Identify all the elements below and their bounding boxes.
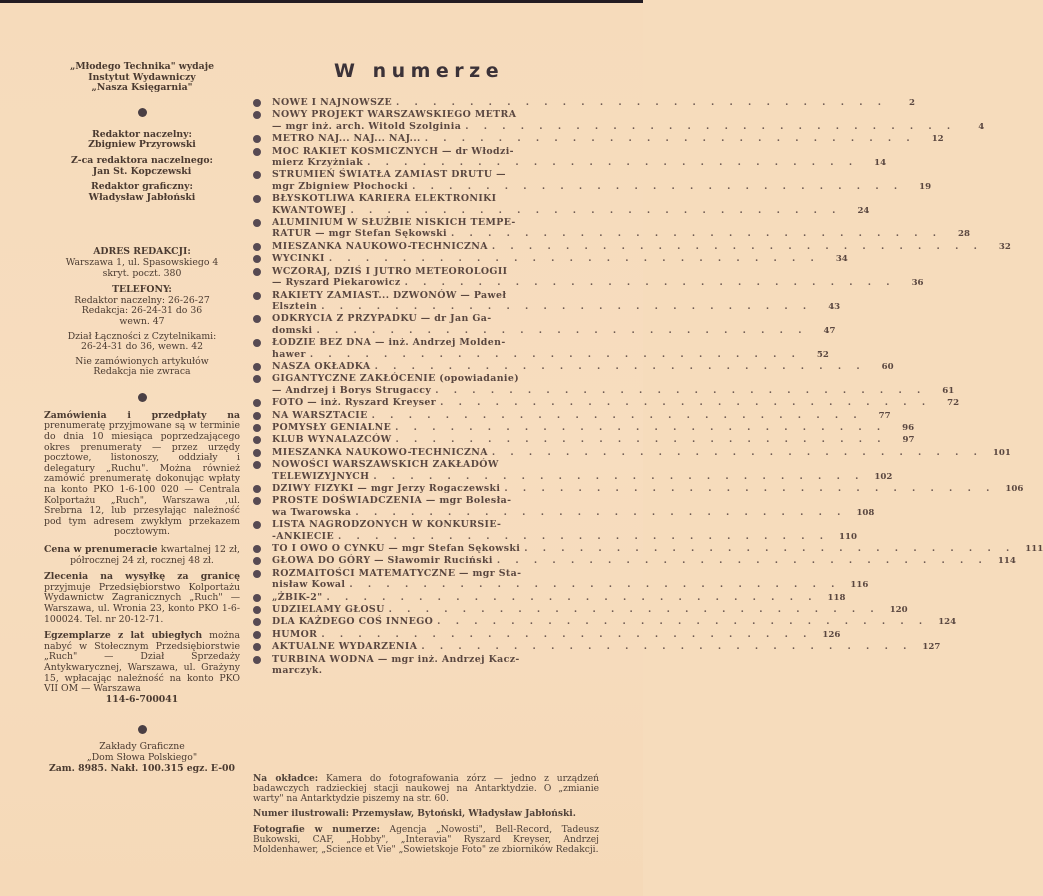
- bullet-icon: [253, 436, 261, 444]
- dot-leader: . . . . . . . . . . . . . . . . . . . . . . . . . . .: [440, 397, 932, 409]
- bullet-icon: [253, 399, 261, 407]
- toc-entry-title: NASZA OKŁADKA: [272, 360, 371, 372]
- editor-label: Redaktor naczelny:: [91, 128, 192, 140]
- toc-entry-title: — Andrzej i Borys Strugaccy: [272, 384, 432, 396]
- bullet-icon: [253, 618, 261, 626]
- toc-entry-title: MOC RAKIET KOSMICZNYCH — dr Włodzi-: [272, 145, 514, 157]
- dot-leader: . . . . . . . . . . . . . . . . . . . . . . . . . . .: [349, 579, 841, 591]
- bullet-icon: [253, 656, 261, 664]
- toc-entry-title: „ŻBIK-2": [272, 591, 323, 603]
- dot-leader: . . . . . . . . . . . . . . . . . . . . . . . . . . .: [424, 133, 916, 145]
- dot-leader: . . . . . . . . . . . . . . . . . . . . . . . . . . .: [421, 641, 913, 653]
- toc-page-number: 111: [1025, 544, 1043, 555]
- back-issues-account: 114-6-700041: [105, 693, 179, 705]
- table-of-contents: [253, 97, 1043, 677]
- dot-leader: . . . . . . . . . . . . . . . . . . . . . . . . . . .: [435, 384, 927, 396]
- toc-entry: [253, 654, 595, 677]
- toc-page-number: 97: [902, 435, 915, 446]
- toc-page-number: 120: [889, 605, 908, 616]
- toc-entry-title: UDZIELAMY GŁOSU: [272, 604, 385, 616]
- toc-entry: [253, 641, 941, 653]
- toc-entry-title: NA WARSZTACIE: [272, 409, 368, 421]
- dot-leader: . . . . . . . . . . . . . . . . . . . . . . . . . . .: [316, 324, 808, 336]
- toc-entry-title: ODKRYCIA Z PRZYPADKU — dr Jan Ga-: [272, 313, 492, 325]
- graphic-name: Władysław Jabłoński: [88, 191, 196, 203]
- toc-entry-title: PROSTE DOŚWIADCZENIA — mgr Bolesła-: [272, 495, 512, 507]
- dot-leader: . . . . . . . . . . . . . . . . . . . . . . . . . . .: [491, 240, 983, 252]
- abroad-info: [44, 572, 240, 625]
- subscription-info: [44, 411, 240, 538]
- bullet-icon: [253, 412, 261, 420]
- toc-entry: [253, 591, 846, 604]
- toc-entry-title: hawer: [272, 348, 306, 360]
- toc-page-number: 126: [822, 629, 841, 640]
- toc-page-number: 72: [947, 398, 960, 409]
- toc-entry: [253, 434, 915, 446]
- dot-leader: . . . . . . . . . . . . . . . . . . . . . . . . . . .: [373, 470, 865, 482]
- toc-page-number: 108: [856, 507, 875, 518]
- separator-dot: [138, 393, 147, 402]
- subscription-lead: Zamówienia i przedpłaty na: [44, 409, 240, 421]
- toc-entry: [253, 459, 893, 483]
- bullet-icon: [253, 195, 261, 203]
- illustrators-label: Numer ilustrowali:: [253, 808, 349, 820]
- bullet-icon: [253, 521, 261, 529]
- dot-leader: . . . . . . . . . . . . . . . . . . . . . . . . . . .: [338, 530, 829, 542]
- dot-leader: . . . . . . . . . . . . . . . . . . . . . . . . . . .: [326, 591, 818, 603]
- toc-page-number: 28: [958, 229, 971, 240]
- bullet-icon: [253, 135, 261, 143]
- bullet-icon: [253, 315, 261, 323]
- toc-entry-title: FOTO — inż. Ryszard Kreyser: [272, 397, 437, 409]
- toc-entry-title: RAKIETY ZAMIAST... DZWONÓW — Paweł: [272, 289, 507, 301]
- toc-entry-title: TELEWIZYJNYCH: [272, 470, 370, 482]
- colophon: [44, 62, 240, 774]
- toc-page-number: 127: [922, 642, 941, 653]
- contact-line: 26-24-31 do 36, wewn. 42: [80, 341, 204, 353]
- toc-entry-title: RATUR — mgr Stefan Sękowski: [272, 228, 448, 240]
- dot-leader: . . . . . . . . . . . . . . . . . . . . . . . . . . .: [355, 506, 847, 518]
- toc-entry: [253, 483, 1024, 495]
- bullet-icon: [253, 292, 261, 300]
- toc-entry: [253, 240, 1011, 253]
- toc-entry-title: NOWOŚCI WARSZAWSKICH ZAKŁADÓW: [272, 459, 499, 471]
- toc-entry-title: MIESZANKA NAUKOWO-TECHNICZNA: [272, 240, 488, 252]
- toc-entry: [253, 446, 1011, 459]
- toc-entry: [253, 543, 1043, 555]
- bullet-icon: [253, 148, 261, 156]
- price-text: kwartalnej 12 zł, półrocznej 24 zł, rocznej 48 zł.: [70, 544, 240, 566]
- toc-entry-title: STRUMIEŃ ŚWIATŁA ZAMIAST DRUTU —: [272, 169, 506, 181]
- bullet-icon: [253, 449, 261, 457]
- photos-label: Fotografie w numerze:: [253, 824, 380, 836]
- dot-leader: . . . . . . . . . . . . . . . . . . . . . . . . . . .: [395, 421, 887, 433]
- toc-entry-title: WCZORAJ, DZIŚ I JUTRO METEOROLOGII: [272, 265, 508, 277]
- dot-leader: . . . . . . . . . . . . . . . . . . . . . . . . . . .: [524, 543, 1016, 555]
- toc-entry: [253, 616, 957, 628]
- dot-leader: . . . . . . . . . . . . . . . . . . . . . . . . . . .: [321, 628, 813, 640]
- address-block: [44, 247, 240, 378]
- toc-page-number: 43: [828, 301, 841, 312]
- toc-page-number: 19: [919, 181, 932, 192]
- separator-dot: [138, 108, 147, 117]
- toc-entry: [253, 97, 916, 109]
- dot-leader: . . . . . . . . . . . . . . . . . . . . . . . . . . .: [412, 180, 904, 192]
- bullet-icon: [253, 424, 261, 432]
- toc-entry-title: domski: [272, 324, 313, 336]
- address-line: skryt. poczt. 380: [102, 267, 182, 279]
- printer-line: „Dom Słowa Polskiego": [86, 751, 198, 763]
- toc-entry: [253, 519, 857, 543]
- bullet-icon: [253, 171, 261, 179]
- phone-line: Redakcja: 26-24-31 do 36: [81, 305, 203, 317]
- dot-leader: . . . . . . . . . . . . . . . . . . . . . . . . . . .: [367, 157, 859, 169]
- bullet-icon: [253, 219, 261, 227]
- publisher-info: [44, 62, 240, 94]
- toc-entry-title: ALUMINIUM W SŁUŻBIE NISKICH TEMPE-: [272, 217, 516, 229]
- toc-entry-title: DLA KAŻDEGO COŚ INNEGO: [272, 616, 434, 628]
- toc-entry: [253, 109, 985, 133]
- toc-entry-title: NOWE I NAJNOWSZE: [272, 97, 393, 108]
- bullet-icon: [253, 606, 261, 614]
- dot-leader: . . . . . . . . . . . . . . . . . . . . . . . . . . .: [374, 360, 866, 372]
- dot-leader: . . . . . . . . . . . . . . . . . . . . . . . . . . .: [328, 253, 820, 265]
- photos-note: [253, 825, 599, 855]
- dot-leader: . . . . . . . . . . . . . . . . . . . . . . . . . . .: [491, 446, 983, 458]
- contents-title: W numerze: [334, 60, 505, 82]
- printer-info: [44, 742, 240, 774]
- toc-page-number: 102: [874, 471, 893, 482]
- toc-page-number: 96: [902, 422, 915, 433]
- toc-page-number: 47: [823, 325, 836, 336]
- publisher-line: „Nasza Księgarnia": [91, 82, 193, 94]
- toc-entry: [253, 567, 869, 592]
- dot-leader: . . . . . . . . . . . . . . . . . . . . . . . . . . .: [396, 97, 888, 108]
- dot-leader: . . . . . . . . . . . . . . . . . . . . . . . . . . .: [309, 348, 801, 360]
- toc-page-number: 12: [931, 134, 944, 145]
- toc-page-number: 124: [938, 617, 957, 628]
- toc-page-number: 118: [827, 592, 846, 603]
- return-note: Nie zamówionych artykułów: [75, 355, 209, 367]
- toc-entry-title: — Ryszard Piekarowicz: [272, 277, 401, 289]
- toc-entry: [253, 313, 836, 337]
- toc-entry-title: LISTA NAGRODZONYCH W KONKURSIE-: [272, 519, 502, 531]
- dot-leader: . . . . . . . . . . . . . . . . . . . . . . . . . . .: [451, 228, 943, 240]
- toc-page-number: 61: [942, 385, 955, 396]
- toc-entry: [253, 169, 932, 193]
- bullet-icon: [253, 363, 261, 371]
- abroad-lead: Zlecenia na wysyłkę za granicę: [44, 571, 240, 583]
- toc-entry-title: ROZMAITOŚCI MATEMATYCZNE — mgr Sta-: [272, 567, 522, 579]
- dot-leader: . . . . . . . . . . . . . . . . . . . . . . . . . . .: [496, 555, 988, 567]
- toc-entry: [253, 373, 955, 397]
- bullet-icon: [253, 545, 261, 553]
- toc-page-number: 101: [992, 447, 1011, 458]
- cover-label: Na okładce:: [253, 773, 319, 784]
- issue-notes: [253, 774, 599, 861]
- printer-line: Zam. 8985. Nakł. 100.315 egz. E-00: [49, 762, 235, 774]
- abroad-text: przyjmuje Przedsiębiorstwo Kolportażu Wydawnictw Zagranicznych „Ruch" — Warszawa, ul. Wronia 23, konto PKO 1-6-100024. Tel. nr 20-12-71.: [44, 581, 240, 625]
- bullet-icon: [253, 255, 261, 263]
- toc-page-number: 36: [911, 278, 924, 289]
- illustrators-text: Przemysław, Bytoński, Władysław Jabłoński.: [351, 808, 576, 820]
- deputy-label: Z-ca redaktora naczelnego:: [71, 154, 213, 166]
- toc-entry-title: BŁYSKOTLIWA KARIERA ELEKTRONIKI: [272, 193, 497, 205]
- toc-page-number: 114: [997, 556, 1016, 567]
- bullet-icon: [253, 111, 261, 119]
- return-note: Redakcja nie zwraca: [93, 366, 191, 378]
- toc-entry-title: mierz Krzyżniak: [272, 157, 364, 169]
- price-lead: Cena w prenumeracie: [44, 544, 158, 555]
- toc-entry: [253, 397, 960, 409]
- toc-entry-title: KWANTOWEJ: [272, 204, 347, 216]
- editorial-staff: [44, 130, 240, 204]
- address-label: ADRES REDAKCJI:: [93, 246, 191, 258]
- dot-leader: . . . . . . . . . . . . . . . . . . . . . . . . . . .: [404, 277, 896, 289]
- back-issues-lead: Egzemplarze z lat ubiegłych: [44, 630, 203, 642]
- dot-leader: . . . . . . . . . . . . . . . . . . . . . . . . . . .: [504, 483, 996, 494]
- bullet-icon: [253, 557, 261, 565]
- dot-leader: . . . . . . . . . . . . . . . . . . . . . . . . . . .: [465, 120, 957, 132]
- address-line: Warszawa 1, ul. Spasowskiego 4: [65, 256, 219, 268]
- toc-entry: [253, 555, 1016, 567]
- toc-entry: [253, 289, 841, 314]
- graphic-label: Redaktor graficzny:: [91, 181, 193, 193]
- bullet-icon: [253, 268, 261, 276]
- bullet-icon: [253, 643, 261, 651]
- toc-entry-title: GŁOWA DO GÓRY — Sławomir Ruciński: [272, 555, 493, 567]
- dot-leader: . . . . . . . . . . . . . . . . . . . . . . . . . . .: [350, 204, 842, 216]
- toc-entry: [253, 133, 944, 145]
- separator-dot: [138, 725, 147, 734]
- toc-entry-title: marczyk.: [272, 665, 323, 677]
- deputy-name: Jan St. Kopczewski: [92, 165, 192, 177]
- toc-entry: [253, 628, 841, 641]
- photos-text: Agencja „Nowosti", Bell-Record, Tadeusz Bukowski, CAF, „Hobby", „Interavia" Ryszard Kreyser, Andrzej Moldenhawer, „Science et Vie" „Sowietskoje Foto" ze zbiorników Redakcji.: [253, 825, 599, 855]
- toc-entry: [253, 253, 848, 265]
- toc-entry: [253, 145, 887, 170]
- dot-leader: . . . . . . . . . . . . . . . . . . . . . . . . . . .: [371, 409, 863, 421]
- toc-entry-title: GIGANTYCZNE ZAKŁÓCENIE (opowiadanie): [272, 373, 520, 385]
- toc-entry-title: HUMOR: [272, 628, 318, 640]
- toc-page-number: 77: [878, 410, 891, 421]
- toc-entry-title: Elsztein: [272, 300, 318, 312]
- toc-page-number: 4: [978, 121, 985, 132]
- illustrators-note: [253, 809, 599, 820]
- toc-page-number: 60: [881, 361, 894, 372]
- bullet-icon: [253, 99, 261, 107]
- back-issues-text: można nabyć w Stołecznym Przedsiębiorstwie „Ruch" — Dział Sprzedaży Antykwarycznej, Warszawa, ul. Grażyny 15, wpłacając należność na konto PKO VII OM — Warszawa: [44, 630, 240, 695]
- toc-entry-title: -ANKIECIE: [272, 530, 335, 542]
- toc-entry-title: POMYSŁY GENIALNE: [272, 421, 392, 433]
- toc-entry-title: TURBINA WODNA — mgr inż. Andrzej Kacz-: [272, 653, 520, 665]
- contact-line: Dział Łączności z Czytelnikami:: [67, 330, 217, 342]
- toc-entry: [253, 421, 915, 434]
- printer-line: Zakłady Graficzne: [99, 741, 185, 753]
- back-issues-info: [44, 631, 240, 695]
- publisher-line: „Młodego Technika" wydaje: [69, 61, 214, 72]
- bullet-icon: [253, 461, 261, 469]
- toc-page-number: 24: [857, 205, 870, 216]
- dot-leader: . . . . . . . . . . . . . . . . . . . . . . . . . . .: [437, 616, 929, 628]
- toc-entry: [253, 217, 971, 241]
- toc-entry-title: MIESZANKA NAUKOWO-TECHNICZNA: [272, 446, 488, 458]
- subscription-text: prenumeratę przyjmowane są w terminie do dnia 10 miesiąca poprzedzającego okres prenumeraty — przez urzędy pocztowe, listonoszy, oddziały i delegatury „Ruchu". Można również zamówić prenumeratę dokonując wpłaty na konto PKO 1-6-100 020 — Centrala Kolportażu „Ruch", Warszawa ,ul. Srebrna 12, lub przesyłając należność pod tym adresem zwykłym przekazem pocztowym.: [44, 420, 240, 538]
- phone-line: Redaktor naczelny: 26-26-27: [74, 294, 210, 306]
- toc-page-number: 14: [874, 158, 887, 169]
- toc-entry-title: KLUB WYNALAZCÓW: [272, 434, 392, 446]
- bullet-icon: [253, 375, 261, 383]
- bullet-icon: [253, 570, 261, 578]
- dot-leader: . . . . . . . . . . . . . . . . . . . . . . . . . . .: [388, 604, 880, 616]
- toc-entry: [253, 495, 875, 519]
- dot-leader: . . . . . . . . . . . . . . . . . . . . . . . . . . .: [395, 434, 887, 446]
- bullet-icon: [253, 631, 261, 639]
- price-info: [44, 545, 240, 566]
- toc-entry-title: AKTUALNE WYDARZENIA: [272, 641, 418, 653]
- toc-page-number: 106: [1005, 484, 1024, 494]
- toc-entry-title: TO I OWO O CYNKU — mgr Stefan Sękowski: [272, 543, 521, 555]
- toc-entry-title: NOWY PROJEKT WARSZAWSKIEGO METRA: [272, 109, 517, 121]
- toc-entry-title: DZIWY FIZYKI — mgr Jerzy Rogaczewski: [272, 483, 501, 494]
- bullet-icon: [253, 243, 261, 251]
- toc-entry: [253, 360, 894, 373]
- toc-entry-title: WYCINKI: [272, 253, 325, 265]
- bullet-icon: [253, 497, 261, 505]
- bullet-icon: [253, 485, 261, 493]
- bullet-icon: [253, 339, 261, 347]
- editor-name: Zbigniew Przyrowski: [88, 139, 196, 151]
- toc-entry: [253, 337, 829, 361]
- toc-entry-title: — mgr inż. arch. Witold Szolginia: [272, 120, 462, 132]
- toc-entry-title: ŁODZIE BEZ DNA — inż. Andrzej Molden-: [272, 337, 506, 349]
- cover-text: Kamera do fotografowania zórz — jedno z urządzeń badawczych radzieckiej stacji naukowej na Antarktydzie. O „zmianie warty" na Antarktydzie piszemy na str. 60.: [253, 774, 599, 804]
- phone-line: wewn. 47: [119, 315, 165, 327]
- toc-entry-title: METRO NAJ... NAJ... NAJ...: [272, 133, 421, 145]
- toc-entry-title: wa Twarowska: [272, 506, 352, 518]
- phones-label: TELEFONY:: [112, 284, 172, 296]
- bullet-icon: [253, 594, 261, 602]
- toc-page-number: 52: [816, 349, 829, 360]
- toc-entry-title: nisław Kowal: [272, 579, 346, 591]
- toc-entry: [253, 265, 924, 290]
- toc-page-number: 2: [909, 98, 916, 108]
- toc-entry: [253, 604, 908, 616]
- toc-page-number: 116: [850, 580, 869, 591]
- publisher-line: Instytut Wydawniczy: [88, 71, 196, 83]
- toc-page-number: 110: [839, 531, 857, 542]
- toc-entry-title: mgr Zbigniew Płochocki: [272, 180, 409, 192]
- toc-page-number: 32: [998, 241, 1011, 252]
- cover-note: [253, 774, 599, 804]
- dot-leader: . . . . . . . . . . . . . . . . . . . . . . . . . . .: [321, 300, 813, 312]
- toc-page-number: 34: [835, 254, 848, 265]
- toc-entry: [253, 193, 870, 217]
- toc-entry: [253, 409, 891, 422]
